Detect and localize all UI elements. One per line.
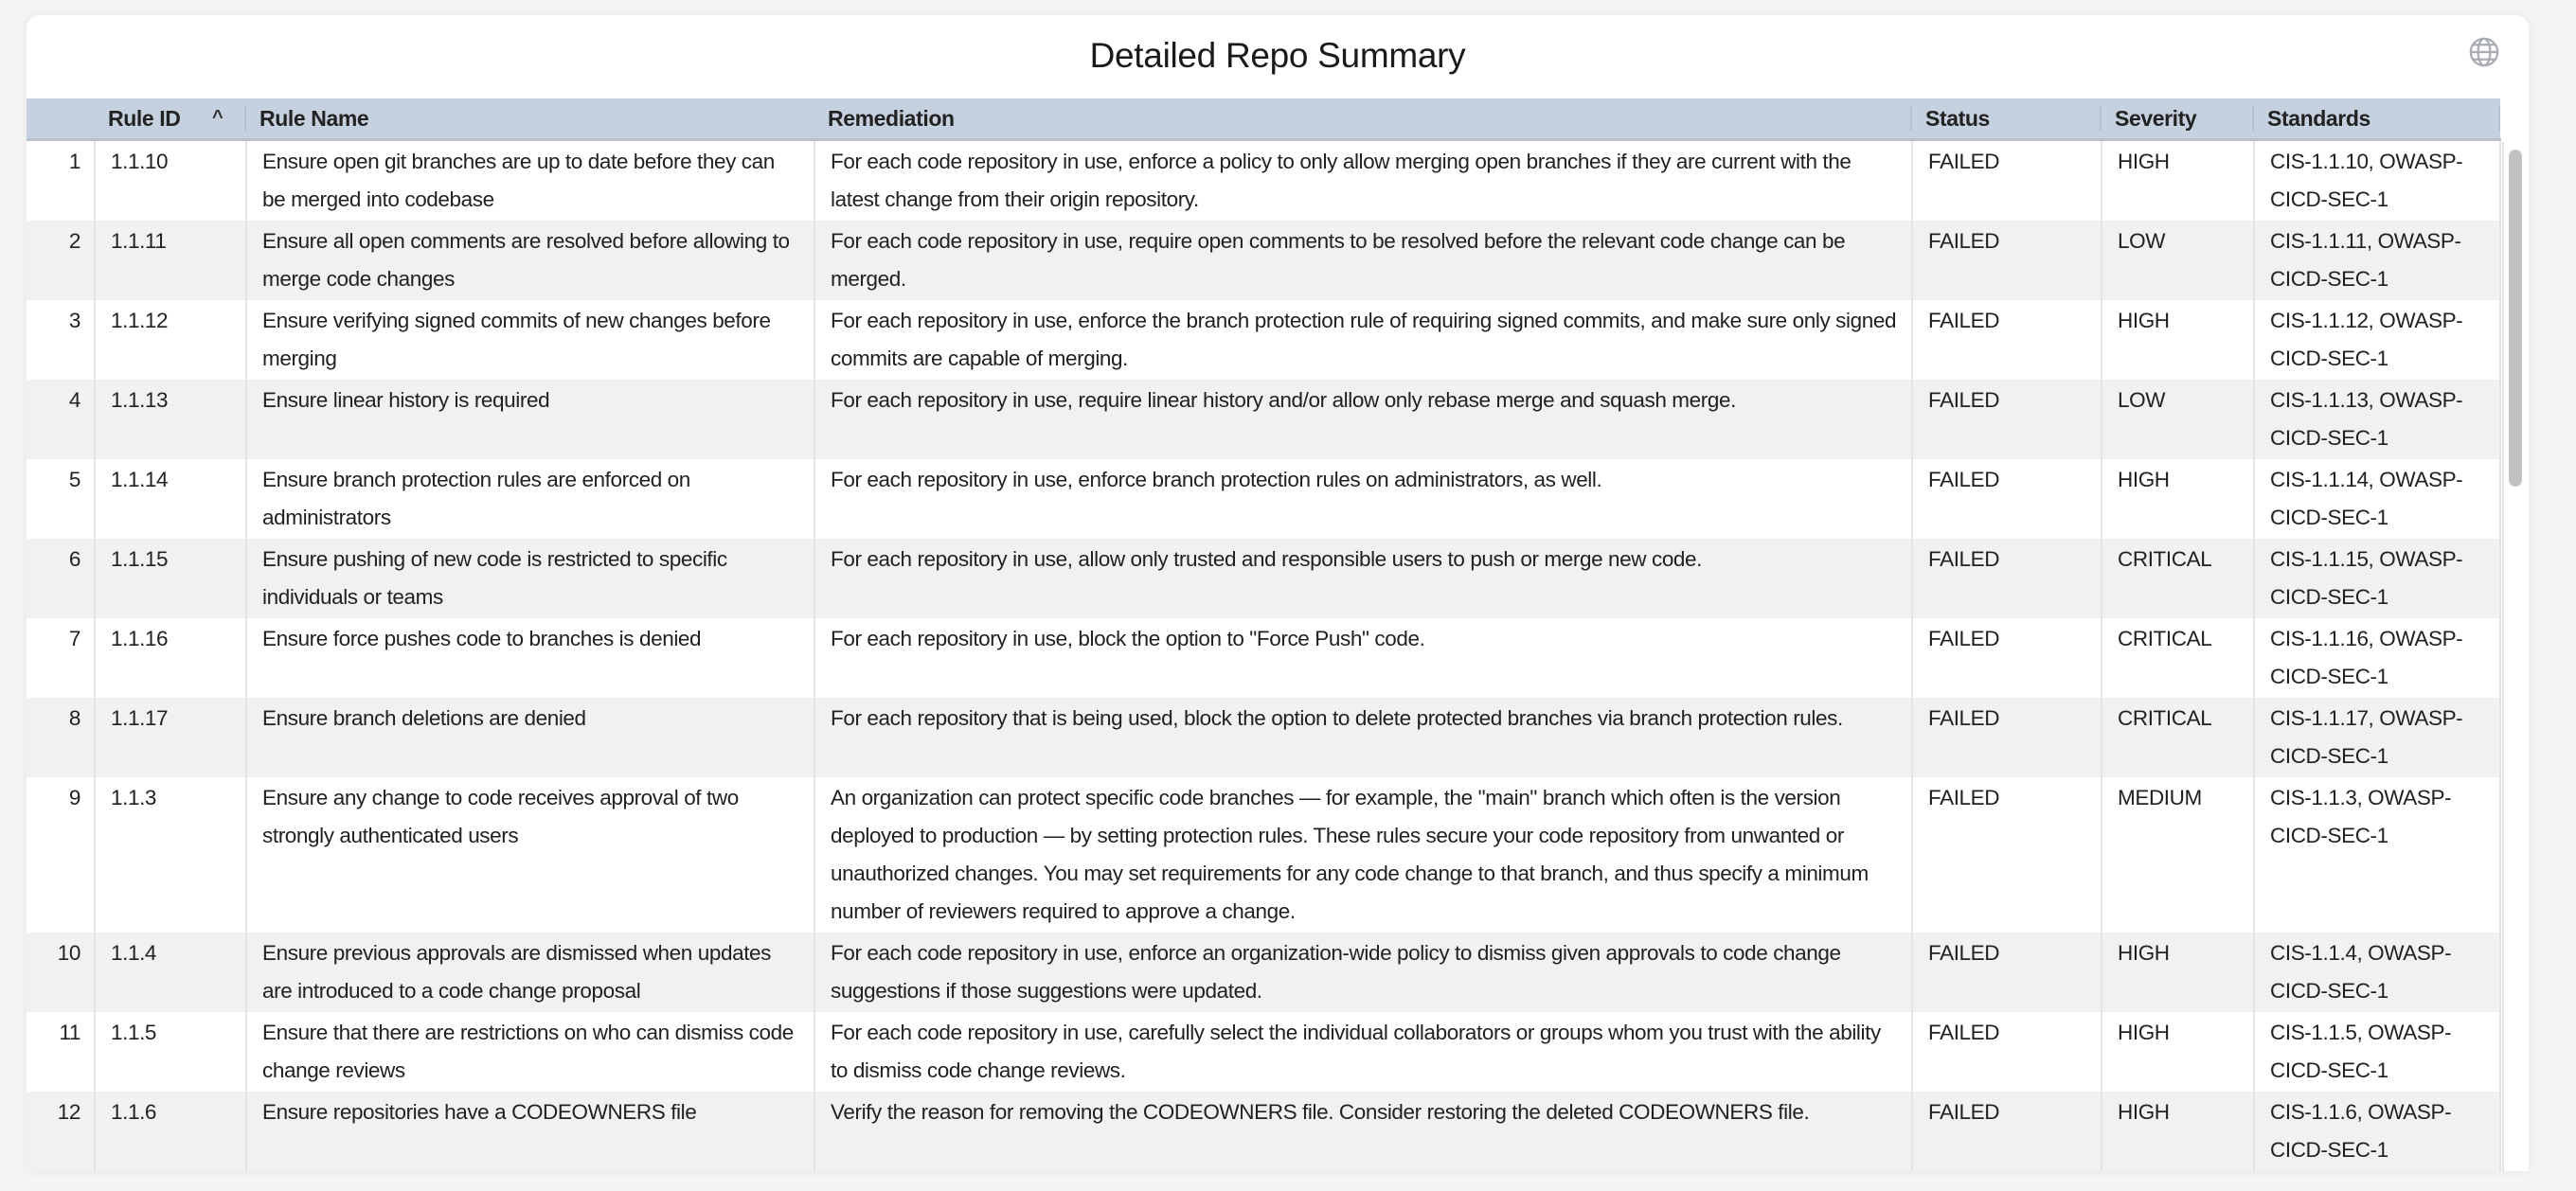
cell-standards: CIS-1.1.4, OWASP-CICD-SEC-1 [2254,933,2500,1012]
cell-remediation: For each code repository in use, require open comments to be resolved before the relevant code change can be merged. [814,221,1912,300]
cell-rule-id: 1.1.17 [95,698,246,777]
table-row[interactable] [27,459,2500,539]
cell-severity: HIGH [2102,1092,2254,1171]
table-row[interactable] [27,140,2500,222]
cell-rule-name: Ensure that there are restrictions on who can dismiss code change reviews [246,1012,814,1092]
column-header-standards[interactable] [2254,98,2500,140]
cell-index: 2 [27,221,95,300]
column-header-severity[interactable] [2102,98,2254,140]
cell-rule-id: 1.1.14 [95,459,246,539]
cell-severity: CRITICAL [2102,618,2254,698]
cell-standards: CIS-1.1.5, OWASP-CICD-SEC-1 [2254,1012,2500,1092]
cell-rule-id: 1.1.11 [95,221,246,300]
cell-remediation: For each repository in use, require linear history and/or allow only rebase merge and squash merge. [814,380,1912,459]
cell-severity: HIGH [2102,1012,2254,1092]
cell-rule-id: 1.1.6 [95,1092,246,1171]
scrollbar-thumb[interactable] [2509,150,2522,487]
cell-severity: CRITICAL [2102,539,2254,618]
column-header-rule-name[interactable] [246,98,814,140]
cell-severity: HIGH [2102,300,2254,380]
cell-remediation: For each repository in use, enforce the branch protection rule of requiring signed commits, and make sure only signed commits are capable of merging. [814,300,1912,380]
column-header-label: Rule ID [108,105,181,131]
cell-index: 6 [27,539,95,618]
cell-remediation: For each repository in use, block the option to "Force Push" code. [814,618,1912,698]
cell-rule-id: 1.1.13 [95,380,246,459]
cell-rule-name: Ensure any change to code receives approval of two strongly authenticated users [246,777,814,933]
column-header-label: Standards [2267,105,2370,131]
cell-remediation: For each code repository in use, enforce a policy to only allow merging open branches if they are current with the latest change from their origin repository. [814,140,1912,222]
column-header-status[interactable] [1912,98,2102,140]
cell-remediation: For each code repository in use, enforce an organization-wide policy to dismiss given approvals to code change suggestions if those suggestions were updated. [814,933,1912,1012]
cell-standards: CIS-1.1.12, OWASP-CICD-SEC-1 [2254,300,2500,380]
cell-status: FAILED [1912,300,2102,380]
cell-rule-name: Ensure previous approvals are dismissed when updates are introduced to a code change proposal [246,933,814,1012]
cell-status: FAILED [1912,618,2102,698]
globe-icon[interactable] [2468,36,2500,68]
cell-index: 3 [27,300,95,380]
cell-rule-id: 1.1.16 [95,618,246,698]
cell-index: 9 [27,777,95,933]
cell-rule-name: Ensure repositories have a CODEOWNERS file [246,1092,814,1171]
table-row[interactable] [27,933,2500,1012]
cell-status: FAILED [1912,698,2102,777]
column-header-remediation[interactable] [814,98,1912,140]
cell-rule-name: Ensure branch deletions are denied [246,698,814,777]
rules-table [27,15,2500,1171]
column-divider[interactable] [2498,106,2500,131]
cell-status: FAILED [1912,933,2102,1012]
cell-standards: CIS-1.1.17, OWASP-CICD-SEC-1 [2254,698,2500,777]
cell-remediation: For each code repository in use, carefully select the individual collaborators or groups whom you trust with the ability to dismiss code change reviews. [814,1012,1912,1092]
cell-rule-id: 1.1.10 [95,140,246,222]
cell-rule-name: Ensure pushing of new code is restricted to specific individuals or teams [246,539,814,618]
cell-status: FAILED [1912,221,2102,300]
cell-index: 7 [27,618,95,698]
cell-severity: LOW [2102,221,2254,300]
cell-status: FAILED [1912,1092,2102,1171]
cell-index: 10 [27,933,95,1012]
cell-rule-name: Ensure open git branches are up to date before they can be merged into codebase [246,140,814,222]
cell-remediation: For each repository that is being used, block the option to delete protected branches via branch protection rules. [814,698,1912,777]
repo-summary-card [27,15,2529,1171]
cell-status: FAILED [1912,140,2102,222]
cell-remediation: Verify the reason for removing the CODEOWNERS file. Consider restoring the deleted CODEOWNERS file. [814,1092,1912,1171]
table-row[interactable] [27,539,2500,618]
cell-index: 8 [27,698,95,777]
cell-rule-name: Ensure force pushes code to branches is denied [246,618,814,698]
cell-standards: CIS-1.1.13, OWASP-CICD-SEC-1 [2254,380,2500,459]
column-header-rule-id[interactable] [95,98,246,140]
cell-index: 12 [27,1092,95,1171]
cell-index: 11 [27,1012,95,1092]
cell-rule-id: 1.1.3 [95,777,246,933]
column-header-label: Rule Name [259,105,369,131]
cell-standards: CIS-1.1.10, OWASP-CICD-SEC-1 [2254,140,2500,222]
cell-rule-name: Ensure verifying signed commits of new changes before merging [246,300,814,380]
cell-remediation: For each repository in use, allow only trusted and responsible users to push or merge new code. [814,539,1912,618]
vertical-scrollbar[interactable] [2502,142,2529,1171]
table-row[interactable] [27,777,2500,933]
cell-standards: CIS-1.1.11, OWASP-CICD-SEC-1 [2254,221,2500,300]
cell-rule-name: Ensure linear history is required [246,380,814,459]
table-row[interactable] [27,380,2500,459]
cell-index: 1 [27,140,95,222]
column-header-label: Remediation [828,105,955,131]
table-header-row [27,98,2500,140]
cell-rule-id: 1.1.12 [95,300,246,380]
cell-status: FAILED [1912,1012,2102,1092]
cell-rule-name: Ensure all open comments are resolved before allowing to merge code changes [246,221,814,300]
column-header-label: Severity [2115,105,2197,131]
cell-index: 5 [27,459,95,539]
cell-status: FAILED [1912,380,2102,459]
page-title: Detailed Repo Summary [1089,36,1466,75]
cell-severity: HIGH [2102,459,2254,539]
table-row[interactable] [27,300,2500,380]
chevron-up-icon[interactable]: ^ [212,107,224,128]
cell-rule-id: 1.1.15 [95,539,246,618]
table-body [27,140,2500,1172]
cell-severity: MEDIUM [2102,777,2254,933]
cell-severity: CRITICAL [2102,698,2254,777]
cell-severity: HIGH [2102,140,2254,222]
cell-remediation: An organization can protect specific code branches — for example, the "main" branch which often is the version deployed to production — by setting protection rules. These rules secure your code repository from unwanted or unauthorized changes. You may set requirements for any code change to that branch, and thus specify a minimum number of reviewers required to approve a change. [814,777,1912,933]
cell-status: FAILED [1912,459,2102,539]
cell-standards: CIS-1.1.16, OWASP-CICD-SEC-1 [2254,618,2500,698]
cell-remediation: For each repository in use, enforce branch protection rules on administrators, as well. [814,459,1912,539]
cell-standards: CIS-1.1.3, OWASP-CICD-SEC-1 [2254,777,2500,933]
table-row[interactable] [27,698,2500,777]
cell-standards: CIS-1.1.6, OWASP-CICD-SEC-1 [2254,1092,2500,1171]
table-row[interactable] [27,618,2500,698]
cell-rule-id: 1.1.5 [95,1012,246,1092]
column-header-label: Status [1925,105,1990,131]
cell-severity: LOW [2102,380,2254,459]
cell-severity: HIGH [2102,933,2254,1012]
cell-rule-id: 1.1.4 [95,933,246,1012]
cell-standards: CIS-1.1.15, OWASP-CICD-SEC-1 [2254,539,2500,618]
cell-status: FAILED [1912,777,2102,933]
cell-status: FAILED [1912,539,2102,618]
table-row[interactable] [27,221,2500,300]
column-header-index [27,98,95,140]
cell-index: 4 [27,380,95,459]
cell-rule-name: Ensure branch protection rules are enforced on administrators [246,459,814,539]
cell-standards: CIS-1.1.14, OWASP-CICD-SEC-1 [2254,459,2500,539]
table-row[interactable] [27,1012,2500,1092]
table-row[interactable] [27,1092,2500,1171]
